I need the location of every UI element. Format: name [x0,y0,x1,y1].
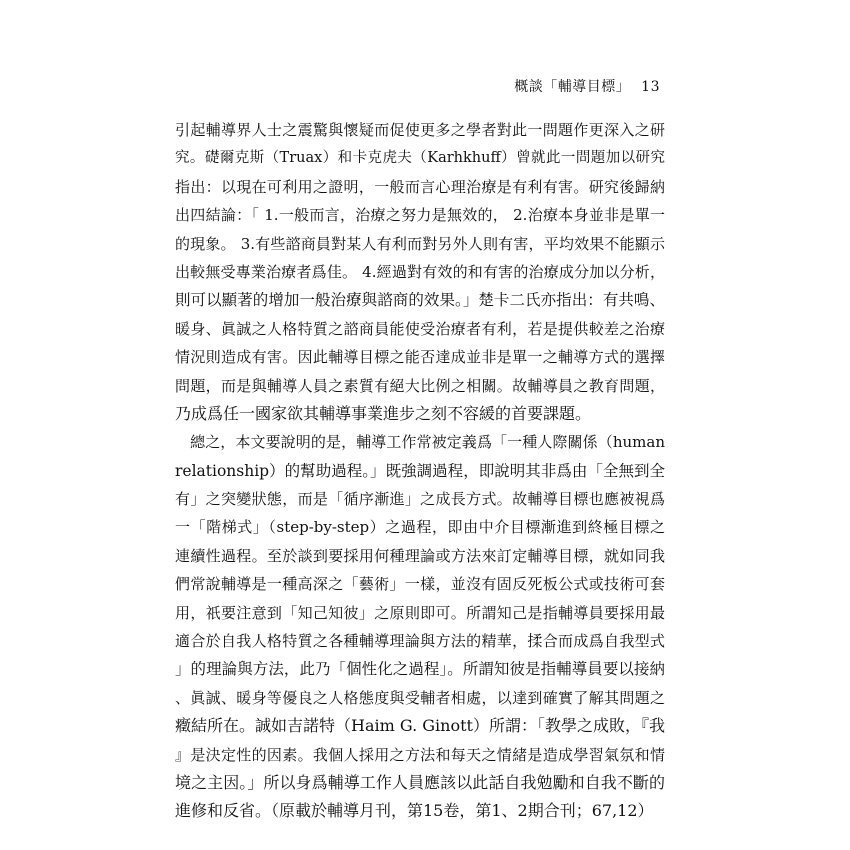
text-line: 」的理論與方法，此乃「個性化之過程」。所謂知彼是指輔導員要以接納 [175,660,665,679]
text-line: 癥結所在。誠如吉諾特（Haim G. Ginott）所謂：「教學之成敗，『我 [175,716,665,736]
text-line: 用，祇要注意到「知己知彼」之原則即可。所謂知己是指輔導員要採用最 [175,603,665,622]
text-line: relationship）的幫助過程。」既強調過程，即說明其非爲由「全無到全 [175,461,665,480]
text-line: 情況則造成有害。因此輔導目標之能否達成並非是單一之輔導方式的選擇 [175,348,665,367]
text-line: 的現象。 3.有些諮商員對某人有利而對另外人則有害，平均效果不能顯示 [175,234,665,253]
text-line: 境之主因。」所以身爲輔導工作人員應該以此話自我勉勵和自我不斷的 [175,772,665,792]
chapter-title: 概談「輔導目標」 [514,79,631,95]
text-line: 究。礎爾克斯（Truax）和卡克虎夫（Karhkhuff）曾就此一問題加以研究 [175,150,665,167]
text-line: 問題，而是與輔導人員之素質有絕大比例之相關。故輔導員之教育問題， [175,376,665,395]
text-line: 、眞誠、暖身等優良之人格態度與受輔者相處，以達到確實了解其問題之 [175,688,665,707]
text-line: 出較無受專業治療者爲佳。 4.經過對有效的和有害的治療成分加以分析， [175,262,665,281]
text-line: 進修和反省。（原載於輔導月刊，第15卷，第1、2期合刊；67,12） [175,801,654,821]
text-line: 』是決定性的因素。我個人採用之方法和每天之情緒是造成學習氣氛和情 [175,745,665,764]
text-line: 暖身、眞誠之人格特質之諮商員能使受治療者有利，若是提供較差之治療 [175,319,665,338]
page-number: 13 [641,79,660,95]
text-line: 連續性過程。至於談到要採用何種理論或方法來訂定輔導目標，就如同我 [175,546,665,565]
text-line: 們常說輔導是一種高深之「藝術」一樣，並沒有固反死板公式或技術可套 [175,575,665,594]
text-line: 指出：以現在可利用之證明，一般而言心理治療是有利有害。研究後歸納 [175,177,665,196]
text-line: 引起輔導界人士之震驚與懷疑而促使更多之學者對此一問題作更深入之研 [175,121,665,139]
running-header [514,76,660,96]
text-line: 出四結論：「 1.一般而言，治療之努力是無效的， 2.治療本身並非是單一 [175,206,665,225]
text-line: 乃成爲任一國家欲其輔導事業進步之刻不容緩的首要課題。 [175,403,592,423]
body-text [175,116,665,826]
text-line: 適合於自我人格特質之各種輔導理論與方法的精華，揉合而成爲自我型式 [175,632,665,651]
text-line: 則可以顯著的增加一般治療與諮商的效果。」楚卡二氏亦指出：有共鳴、 [175,291,665,310]
text-line: 有」之突變狀態，而是「循序漸進」之成長方式。故輔導目標也應被視爲 [175,490,665,509]
text-line: 總之，本文要說明的是，輔導工作常被定義爲「一種人際關係（human [175,433,665,452]
text-line: 一「階梯式」（step-by-step）之過程，即由中介目標漸進到終極目標之 [175,518,665,537]
